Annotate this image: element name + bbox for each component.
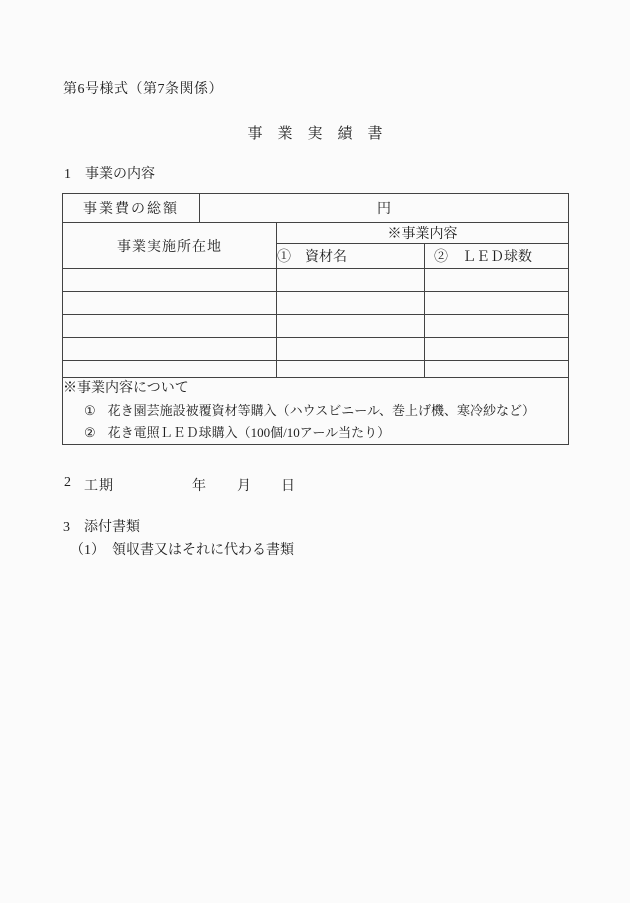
table-empty-row [63, 292, 569, 315]
material-entry-cell [277, 338, 425, 361]
content-group-header-row [63, 223, 569, 244]
led-entry-cell [425, 361, 569, 378]
location-entry-cell [63, 361, 277, 378]
led-count-header-cell: ② ＬＥＤ球数 [425, 244, 569, 269]
document-title: 事 業 実 績 書 [247, 126, 383, 142]
table-empty-row [63, 315, 569, 338]
notes-cell [63, 378, 569, 445]
material-entry-cell [277, 361, 425, 378]
location-entry-cell [63, 292, 277, 315]
section-2-number: 2 [64, 475, 71, 490]
content-group-header-cell: ※事業内容 [277, 223, 569, 244]
notes-item-1-marker: ① [84, 403, 96, 418]
construction-period-month-label: 月 [237, 479, 251, 494]
total-cost-row [63, 194, 569, 223]
notes-item-2 [63, 422, 568, 444]
material-entry-cell [277, 292, 425, 315]
table-empty-row [63, 338, 569, 361]
construction-period-day-label: 日 [281, 479, 295, 494]
location-header-cell: 事業実施所在地 [63, 223, 277, 269]
form-number: 第6号様式（第7条関係） [63, 82, 223, 97]
led-entry-cell [425, 292, 569, 315]
section-2-line [0, 475, 630, 493]
attachment-item-1: （1） 領収書又はそれに代わる書類 [70, 543, 294, 558]
total-cost-label-cell: 事業費の総額 [63, 194, 200, 223]
section-2-label: 工期 [84, 479, 114, 494]
material-name-header-cell: ① 資材名 [277, 244, 425, 269]
section-1-heading: 1 事業の内容 [64, 167, 155, 182]
construction-period-year-label: 年 [192, 479, 206, 494]
led-entry-cell [425, 269, 569, 292]
location-entry-cell [63, 338, 277, 361]
led-entry-cell [425, 315, 569, 338]
notes-item-1 [63, 400, 568, 422]
material-entry-cell [277, 315, 425, 338]
notes-row [63, 378, 569, 445]
notes-item-2-text: 花き電照ＬＥＤ球購入（100個/10アール当たり） [107, 425, 391, 440]
table-empty-row [63, 361, 569, 378]
notes-title: ※事業内容について [63, 381, 189, 396]
location-entry-cell [63, 315, 277, 338]
led-entry-cell [425, 338, 569, 361]
notes-item-2-marker: ② [84, 425, 96, 440]
section-3-heading: 3 添付書類 [63, 520, 140, 535]
business-report-table [62, 193, 569, 445]
table-empty-row [63, 269, 569, 292]
location-entry-cell [63, 269, 277, 292]
notes-item-1-text: 花き園芸施設被覆資材等購入（ハウスビニール、巻上げ機、寒冷紗など） [107, 403, 535, 418]
material-entry-cell [277, 269, 425, 292]
total-cost-value-cell: 円 [200, 194, 569, 223]
